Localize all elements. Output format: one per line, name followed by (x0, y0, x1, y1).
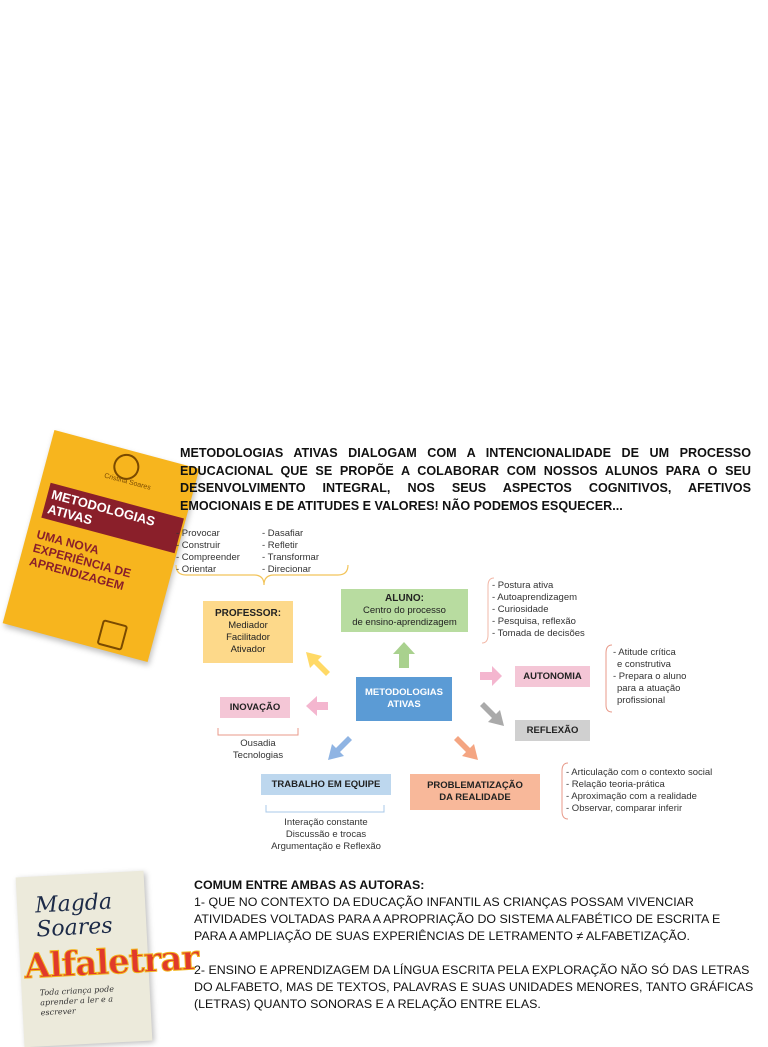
aluno-title: ALUNO: (385, 592, 424, 604)
professor-line: Mediador (228, 620, 268, 631)
trabalho-list (256, 817, 396, 853)
arrow-downleft-trabalho (328, 736, 352, 760)
aluno-list (492, 580, 585, 640)
arrow-up (393, 642, 415, 668)
professor-line: Facilitador (226, 632, 270, 643)
autonomia-list-item: para a atuação (617, 683, 681, 694)
aluno-line: Centro do processo (363, 604, 446, 616)
autonomia-label: AUTONOMIA (523, 670, 582, 682)
reflexao-label: REFLEXÃO (526, 724, 579, 736)
verb-item: - Transformar (262, 552, 320, 563)
center-label: METODOLOGIAS ATIVAS (365, 687, 443, 710)
laptop-icon (96, 619, 128, 651)
trabalho-em-equipe-box (261, 774, 391, 795)
arrow-right-autonomia (480, 666, 502, 686)
verb-item: - Dasafiar (262, 528, 304, 539)
item-2: 2- ENSINO E APRENDIZAGEM DA LÍNGUA ESCRITA PELA EXPLORAÇÃO NÃO SÓ DAS LETRAS DO ALFABETO, MAS DE TEXTOS, PALAVRAS E SUAS UNIDADES MENORES, TANTO GRÁFICAS (LETRAS) QUANTO SONORAS E A RELAÇÃO ENTRE ELAS. (194, 963, 754, 1011)
autonomia-list-item: - Atitude crítica (613, 647, 676, 658)
book1-author: Cristina Soares (103, 472, 152, 492)
verb-item: - Direcionar (262, 564, 312, 575)
verb-item: - Construir (176, 540, 221, 551)
aluno-list-item: - Tomada de decisões (492, 628, 585, 639)
problem-line: PROBLEMATIZAÇÃO (427, 780, 523, 791)
arrow-downright-problem (454, 736, 478, 760)
item-1: 1- QUE NO CONTEXTO DA EDUCAÇÃO INFANTIL AS CRIANÇAS POSSAM VIVENCIAR ATIVIDADES VOLTADAS PARA A APROPRIAÇÃO DO SISTEMA ALFABÉTICO DE ESCRITA E PARA A AMPLIAÇÃO DE SUAS EXPERIÊNCIAS DE LETRAMENTO ≠ ALFABETIZAÇÃO. (194, 895, 721, 943)
verb-item: - Compreender (176, 552, 240, 563)
aluno-list-item: - Postura ativa (492, 580, 554, 591)
professor-verbs-right (262, 528, 319, 576)
autonomia-box (515, 666, 590, 687)
trabalho-list-item: Interação constante (284, 817, 368, 828)
book1-title-top: METODOLOGIAS ATIVAS (41, 483, 184, 553)
professor-verbs-left (176, 528, 240, 576)
trabalho-label: TRABALHO EM EQUIPE (271, 778, 381, 790)
book2-title: Alfaletrar (23, 938, 200, 988)
inovacao-list (218, 738, 298, 762)
aluno-line: de ensino-aprendizagem (352, 616, 457, 628)
autonomia-brace (606, 645, 612, 712)
professor-title: PROFESSOR: (214, 608, 282, 619)
arrow-upleft-professor (306, 652, 330, 676)
verb-item: - Provocar (176, 528, 220, 539)
metodologias-ativas-diagram (170, 520, 740, 860)
intro-paragraph: METODOLOGIAS ATIVAS DIALOGAM COM A INTENCIONALIDADE DE UM PROCESSO EDUCACIONAL QUE SE PROPÕE A COLABORAR COM NOSSOS ALUNOS PARA O SEU DESENVOLVIMENTO INTEGRAL, NOS SEUS ASPECTOS COGNITIVOS, AFETIVOS EMOCIONAIS E DE ATITUDES E VALORES! NÃO PODEMOS ESQUECER... (180, 446, 751, 513)
aluno-list-item: - Pesquisa, reflexão (492, 616, 576, 627)
professor-line: Ativador (230, 644, 266, 655)
verb-item: - Orientar (176, 564, 217, 575)
aluno-list-item: - Autoaprendizagem (492, 592, 578, 603)
aluno-box (341, 589, 468, 632)
problem-list-item: - Articulação com o contexto social (566, 767, 713, 778)
problem-list-item: - Observar, comparar inferir (566, 803, 683, 814)
arrow-left-inovacao (306, 696, 328, 716)
book2-author: Magda Soares (34, 889, 114, 943)
inovacao-box (220, 697, 290, 718)
autonomia-list (613, 647, 686, 707)
verb-item: - Refletir (262, 540, 298, 551)
book-cover-alfaletrar (16, 868, 200, 1028)
metodologias-ativas-center (356, 677, 452, 721)
problem-list (566, 767, 712, 815)
autonomia-list-item: - Prepara o aluno (613, 671, 687, 682)
aluno-list-item: - Curiosidade (492, 604, 549, 615)
book-cover-metodologias-ativas (6, 438, 181, 658)
autonomia-list-item: profissional (617, 695, 666, 706)
problem-line: DA REALIDADE (439, 792, 511, 803)
book2-subtitle: Toda criança pode aprender a ler e a escrever (39, 984, 115, 1018)
problem-list-item: - Relação teoria-prática (566, 779, 665, 790)
professor-box (203, 601, 293, 663)
book1-title-bottom: UMA NOVA EXPERIÊNCIA DE APRENDIZAGEM (27, 527, 133, 594)
autonomia-list-item: e construtiva (617, 659, 671, 670)
arrow-downright-reflexao (480, 702, 504, 726)
inovacao-list-item: Tecnologias (232, 750, 284, 761)
inovacao-brace (218, 728, 298, 735)
reflexao-box (515, 720, 590, 741)
problematizacao-box (410, 774, 540, 810)
common-authors-section (194, 877, 754, 1030)
trabalho-brace (266, 805, 384, 812)
trabalho-list-item: Discussão e trocas (285, 829, 367, 840)
section-heading: COMUM ENTRE AMBAS AS AUTORAS: (194, 878, 425, 892)
problem-list-item: - Aproximação com a realidade (566, 791, 697, 802)
trabalho-list-item: Argumentação e Reflexão (271, 841, 381, 852)
inovacao-label: INOVAÇÃO (229, 701, 281, 713)
inovacao-list-item: Ousadia (240, 738, 276, 749)
